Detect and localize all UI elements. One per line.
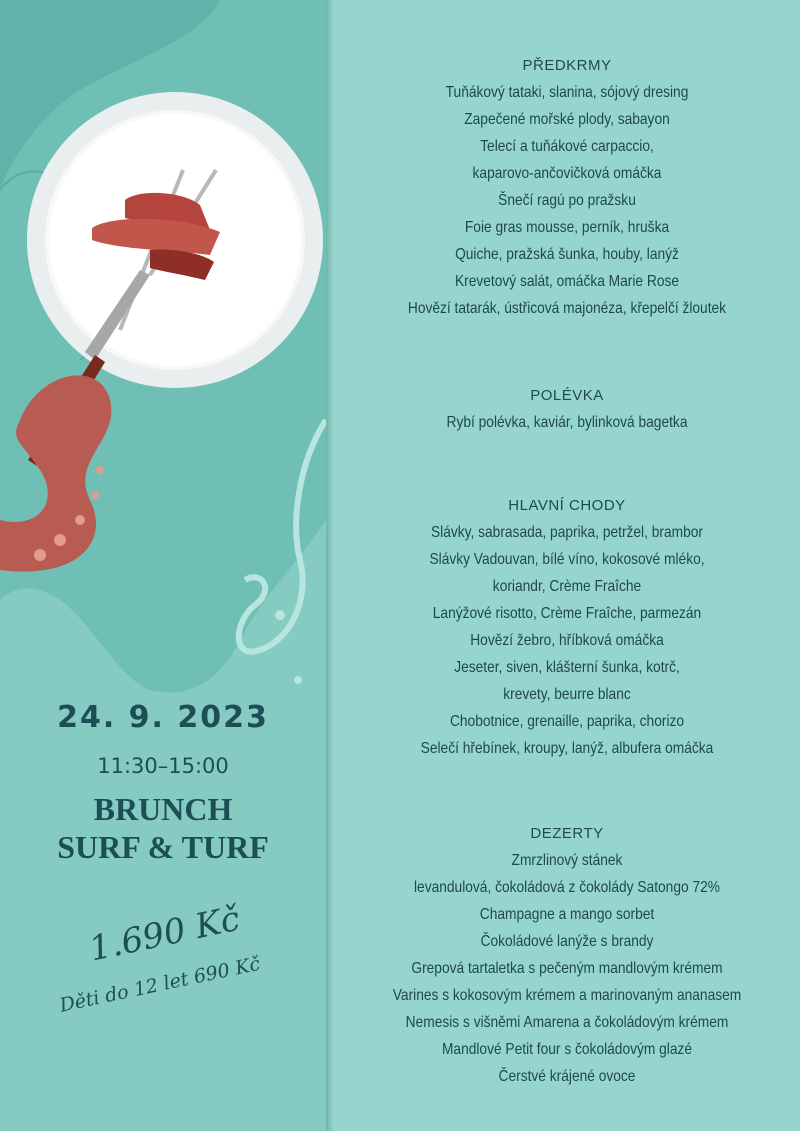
menu-item: koriandr, Crème Fraîche [492,578,642,595]
section-dezerty [334,820,800,1090]
menu-item: Čerstvé krájené ovoce [498,1068,636,1085]
section-hlavni-chody [334,492,800,762]
menu-item: Zapečené mořské plody, sabayon [464,111,670,128]
menu-item: Selečí hřebínek, kroupy, lanýž, albufera omáčka [420,740,714,757]
menu-item: Krevetový salát, omáčka Marie Rose [454,273,680,290]
panel-divider [326,0,334,1131]
event-title-line1: BRUNCH [93,791,233,827]
steak-plate-illustration [0,0,326,600]
menu-item: Foie gras mousse, perník, hruška [464,219,670,236]
menu-item: Mandlové Petit four s čokoládovým glazé [441,1041,693,1058]
section-title: HLAVNÍ CHODY [508,497,626,514]
price-text: 1.690 Kč [85,898,244,970]
menu-item: Šnečí ragú po pražsku [498,192,636,209]
menu-item: Grepová tartaletka s pečeným mandlovým krémem [411,960,723,977]
menu-item: Slávky, sabrasada, paprika, petržel, brambor [430,524,704,541]
date-text: 24. 9. 2023 [57,700,269,735]
section-title: POLÉVKA [530,387,604,404]
menu-item: kaparovo-ančovičková omáčka [472,165,662,182]
price-kids-text: Děti do 12 let 690 Kč [57,952,263,1017]
menu-item: Quiche, pražská šunka, houby, lanýž [455,246,679,263]
menu-item: Chobotnice, grenaille, paprika, chorizo [449,713,685,730]
section-predkrmy [334,52,800,322]
menu-item: Jeseter, siven, klášterní šunka, kotrč, [454,659,680,676]
event-title-line2: SURF & TURF [57,829,269,865]
menu-item: Telecí a tuňákové carpaccio, [480,138,654,155]
menu-item: Champagne a mango sorbet [479,906,655,923]
menu-item: Hovězí žebro, hříbková omáčka [470,632,664,649]
menu-item: Slávky Vadouvan, bílé víno, kokosové mléko, [429,551,705,568]
time-text: 11:30–15:00 [97,754,229,778]
menu-item: Varines s kokosovým krémem a marinovaným ananasem [392,987,742,1004]
section-title: PŘEDKRMY [522,57,612,74]
menu-panel [334,0,800,1131]
menu-item: Tuňákový tataki, slanina, sójový dresing [445,84,689,101]
menu-item: Nemesis s višněmi Amarena a čokoládovým krémem [405,1014,729,1031]
menu-item: Rybí polévka, kaviár, bylinková bagetka [446,414,688,431]
menu-item: levandulová, čokoládová z čokolády Satongo 72% [414,879,720,896]
menu-item: Lanýžové risotto, Crème Fraîche, parmezán [432,605,702,622]
menu-item: krevety, beurre blanc [503,686,631,703]
menu-item: Hovězí tatarák, ústřicová majonéza, křepelčí žloutek [407,300,727,317]
menu-item: Zmrzlinový stánek [511,852,623,869]
menu-item: Čokoládové lanýže s brandy [480,933,654,950]
section-polevka [334,382,800,436]
event-title [0,790,326,866]
section-title: DEZERTY [530,825,604,842]
